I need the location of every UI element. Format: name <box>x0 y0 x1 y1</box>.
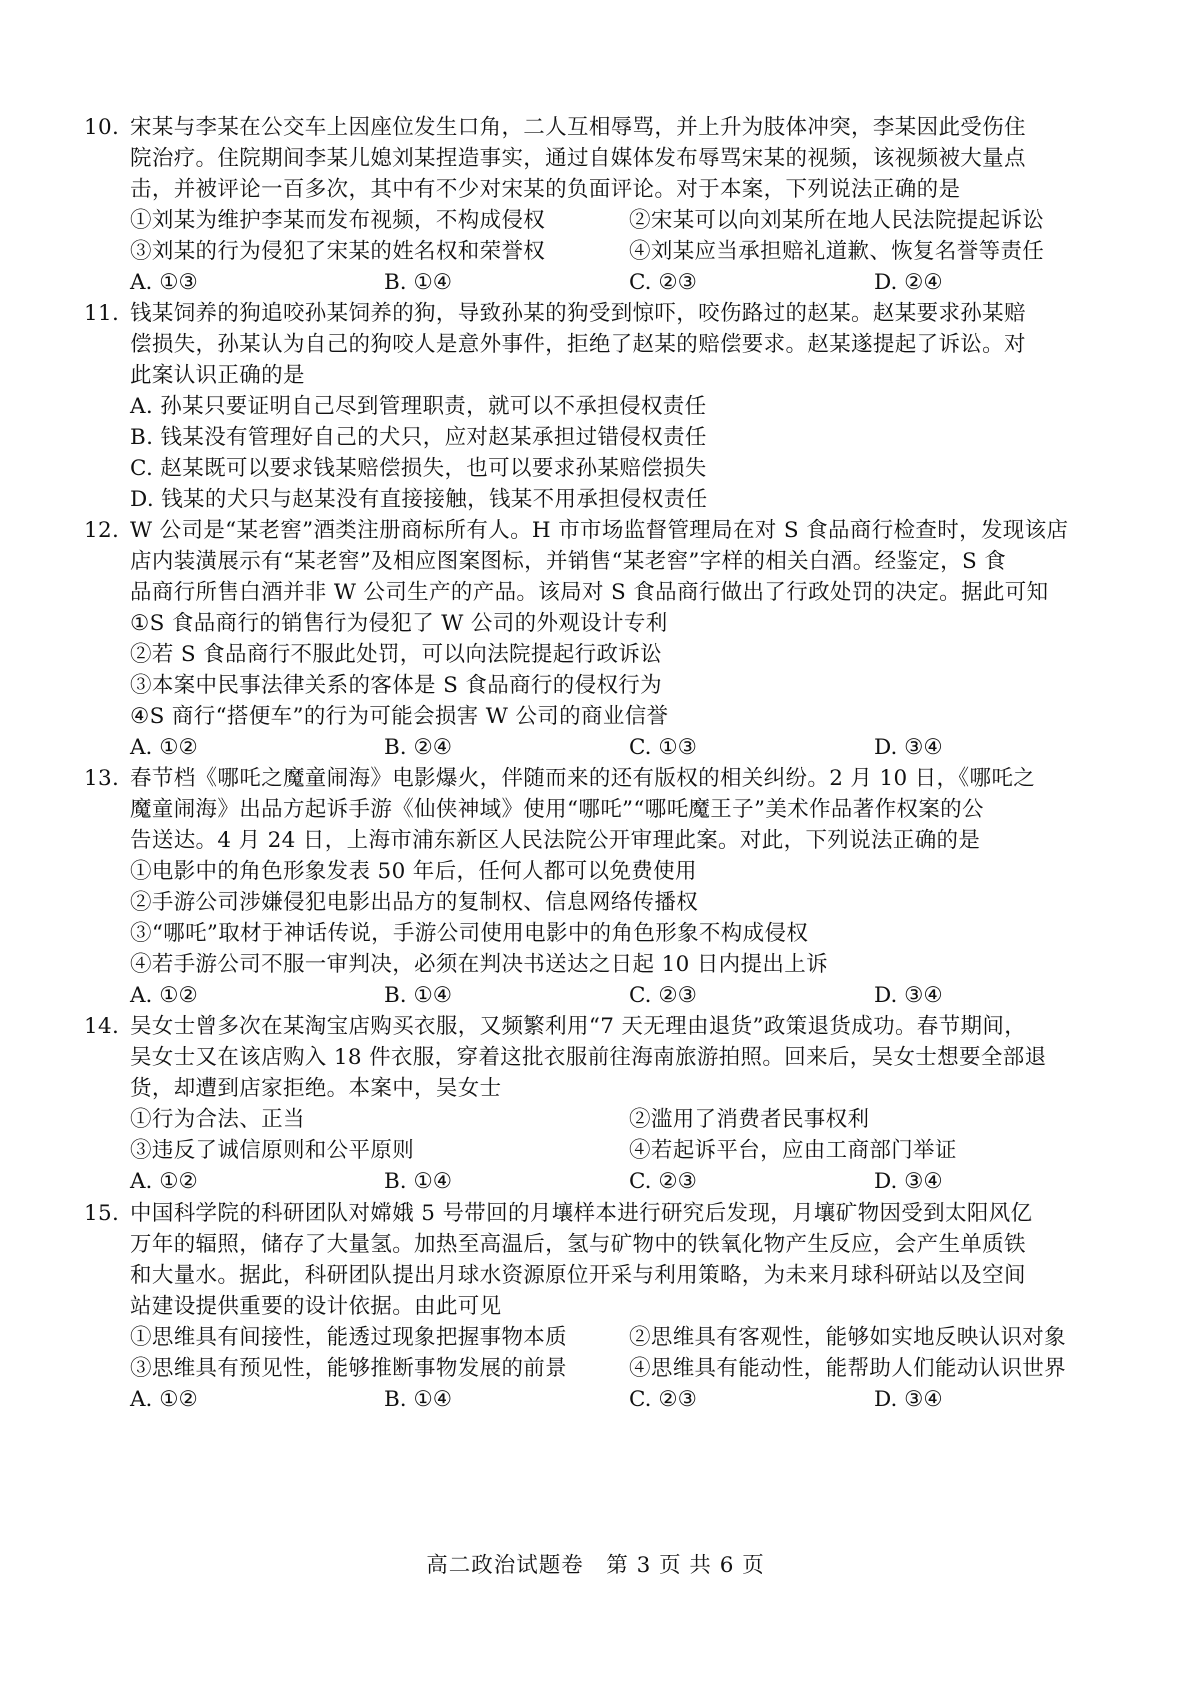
question-stem-line: 和大量水。据此，科研团队提出月球水资源原位开采与利用策略，为未来月球科研站以及空间 <box>130 1263 1026 1288</box>
question-stem-line: 吴女士又在该店购入 18 件衣服，穿着这批衣服前往海南旅游拍照。回来后，吴女士想要全部退 <box>130 1045 1047 1070</box>
question-number: 11. <box>84 301 120 326</box>
question-stem-line: 钱某饲养的狗追咬孙某饲养的狗，导致孙某的狗受到惊吓，咬伤路过的赵某。赵某要求孙某赔 <box>130 301 1026 326</box>
statement-option: ③刘某的行为侵犯了宋某的姓名权和荣誉权 <box>130 239 546 264</box>
question-number: 12. <box>84 518 120 543</box>
question-stem-line: 院治疗。住院期间李某儿媳刘某捏造事实，通过自媒体发布辱骂宋某的视频，该视频被大量点 <box>130 146 1026 171</box>
statement-option: ②手游公司涉嫌侵犯电影出品方的复制权、信息网络传播权 <box>130 890 699 915</box>
question-number: 13. <box>84 766 120 791</box>
answer-choice-d: D. 钱某的犬只与赵某没有直接接触，钱某不用承担侵权责任 <box>130 487 708 512</box>
answer-choice-a: A. ①③ <box>130 270 198 295</box>
answer-choice-d: D. ③④ <box>874 735 943 760</box>
answer-choice-c: C. ②③ <box>629 1387 697 1412</box>
page-footer: 高二政治试题卷 第 3 页 共 6 页 <box>426 1553 765 1578</box>
answer-choice-c: C. ①③ <box>629 735 697 760</box>
question-stem-line: 春节档《哪吒之魔童闹海》电影爆火，伴随而来的还有版权的相关纠纷。2 月 10 日，《哪吒之 <box>130 766 1036 791</box>
statement-option: ④思维具有能动性，能帮助人们能动认识世界 <box>629 1356 1067 1381</box>
statement-option: ④若手游公司不服一审判决，必须在判决书送达之日起 10 日内提出上诉 <box>130 952 828 977</box>
answer-choice-c: C. 赵某既可以要求钱某赔偿损失，也可以要求孙某赔偿损失 <box>130 456 707 481</box>
answer-choice-b: B. ①④ <box>384 270 453 295</box>
answer-choice-a: A. ①② <box>130 735 198 760</box>
question-stem-line: 吴女士曾多次在某淘宝店购买衣服，又频繁利用“7 天无理由退货”政策退货成功。春节期间， <box>130 1014 1027 1039</box>
question-number: 10. <box>84 115 120 140</box>
answer-choice-a: A. ①② <box>130 1387 198 1412</box>
question-stem-line: 此案认识正确的是 <box>130 363 305 388</box>
statement-option: ②宋某可以向刘某所在地人民法院提起诉讼 <box>629 208 1045 233</box>
question-stem-line: 击，并被评论一百多次，其中有不少对宋某的负面评论。对于本案，下列说法正确的是 <box>130 177 961 202</box>
question-stem-line: 货，却遭到店家拒绝。本案中，吴女士 <box>130 1076 502 1101</box>
question-number: 15. <box>84 1201 120 1226</box>
question-stem-line: 中国科学院的科研团队对嫦娥 5 号带回的月壤样本进行研究后发现，月壤矿物因受到太阳风亿 <box>130 1201 1033 1226</box>
statement-option: ②若 S 食品商行不服此处罚，可以向法院提起行政诉讼 <box>130 642 662 667</box>
statement-option: ④若起诉平台，应由工商部门举证 <box>629 1138 957 1163</box>
question-stem-line: 店内装潢展示有“某老窖”及相应图案图标，并销售“某老窖”字样的相关白酒。经鉴定，S 食 <box>130 549 1007 574</box>
statement-option: ①行为合法、正当 <box>130 1107 305 1132</box>
statement-option: ②滥用了消费者民事权利 <box>629 1107 870 1132</box>
statement-option: ①S 食品商行的销售行为侵犯了 W 公司的外观设计专利 <box>130 611 668 636</box>
answer-choice-d: D. ③④ <box>874 1387 943 1412</box>
statement-option: ①电影中的角色形象发表 50 年后，任何人都可以免费使用 <box>130 859 697 884</box>
statement-option: ①刘某为维护李某而发布视频，不构成侵权 <box>130 208 546 233</box>
answer-choice-a: A. ①② <box>130 983 198 1008</box>
question-stem-line: 告送达。4 月 24 日，上海市浦东新区人民法院公开审理此案。对此，下列说法正确的是 <box>130 828 981 853</box>
answer-choice-d: D. ③④ <box>874 1169 943 1194</box>
answer-choice-b: B. ①④ <box>384 1169 453 1194</box>
answer-choice-b: B. 钱某没有管理好自己的犬只，应对赵某承担过错侵权责任 <box>130 425 707 450</box>
answer-choice-c: C. ②③ <box>629 270 697 295</box>
question-number: 14. <box>84 1014 120 1039</box>
question-stem-line: 偿损失，孙某认为自己的狗咬人是意外事件，拒绝了赵某的赔偿要求。赵某遂提起了诉讼。对 <box>130 332 1026 357</box>
question-stem-line: 魔童闹海》出品方起诉手游《仙侠神域》使用“哪吒”“哪吒魔王子”美术作品著作权案的公 <box>130 797 984 822</box>
answer-choice-c: C. ②③ <box>629 983 697 1008</box>
answer-choice-b: B. ②④ <box>384 735 453 760</box>
answer-choice-a: A. 孙某只要证明自己尽到管理职责，就可以不承担侵权责任 <box>130 394 707 419</box>
answer-choice-b: B. ①④ <box>384 983 453 1008</box>
question-stem-line: 万年的辐照，储存了大量氢。加热至高温后，氢与矿物中的铁氧化物产生反应，会产生单质铁 <box>130 1232 1026 1257</box>
statement-option: ①思维具有间接性，能透过现象把握事物本质 <box>130 1325 568 1350</box>
question-stem-line: 站建设提供重要的设计依据。由此可见 <box>130 1294 502 1319</box>
answer-choice-d: D. ③④ <box>874 983 943 1008</box>
question-stem-line: 品商行所售白酒并非 W 公司生产的产品。该局对 S 食品商行做出了行政处罚的决定。据此可知 <box>130 580 1049 605</box>
statement-option: ③本案中民事法律关系的客体是 S 食品商行的侵权行为 <box>130 673 662 698</box>
question-stem-line: 宋某与李某在公交车上因座位发生口角，二人互相辱骂，并上升为肢体冲突，李某因此受伤住 <box>130 115 1026 140</box>
statement-option: ④S 商行“搭便车”的行为可能会损害 W 公司的商业信誉 <box>130 704 669 729</box>
answer-choice-c: C. ②③ <box>629 1169 697 1194</box>
statement-option: ③“哪吒”取材于神话传说，手游公司使用电影中的角色形象不构成侵权 <box>130 921 809 946</box>
statement-option: ②思维具有客观性，能够如实地反映认识对象 <box>629 1325 1067 1350</box>
answer-choice-a: A. ①② <box>130 1169 198 1194</box>
answer-choice-b: B. ①④ <box>384 1387 453 1412</box>
statement-option: ③违反了诚信原则和公平原则 <box>130 1138 415 1163</box>
answer-choice-d: D. ②④ <box>874 270 943 295</box>
statement-option: ③思维具有预见性，能够推断事物发展的前景 <box>130 1356 568 1381</box>
statement-option: ④刘某应当承担赔礼道歉、恢复名誉等责任 <box>629 239 1045 264</box>
question-stem-line: W 公司是“某老窖”酒类注册商标所有人。H 市市场监督管理局在对 S 食品商行检查时，发现该店 <box>130 518 1069 543</box>
